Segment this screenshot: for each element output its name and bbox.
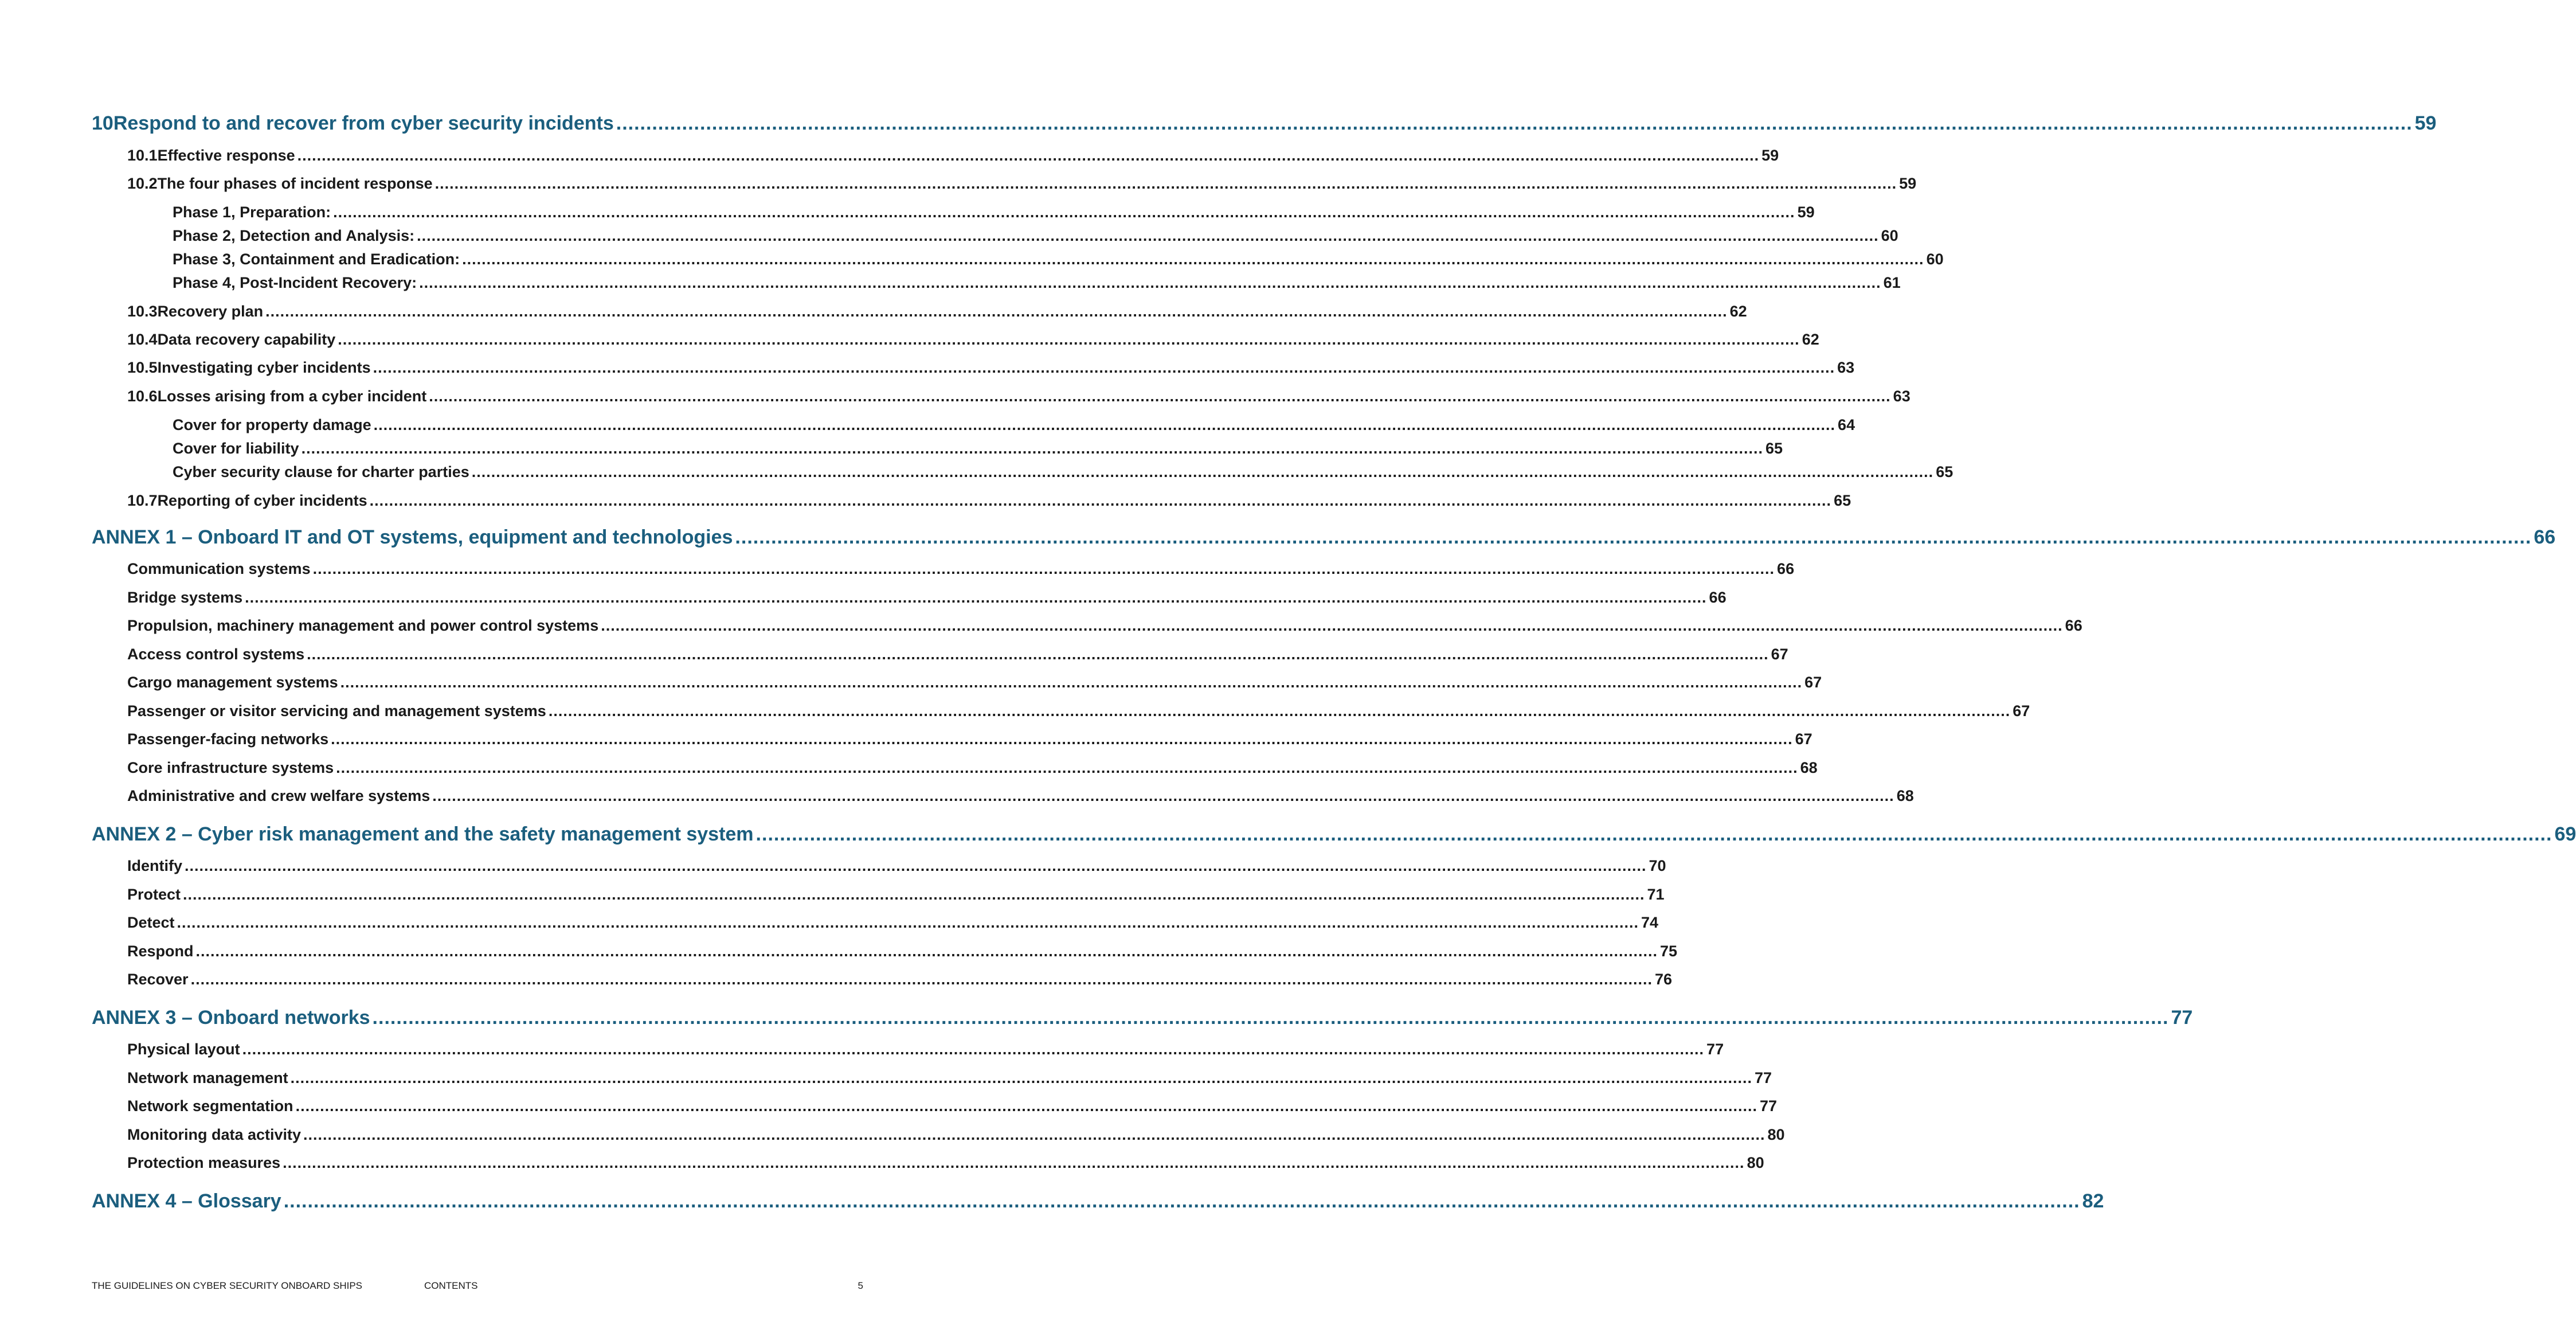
toc-dot-leader: ............................................................................................................................................................................................................................................................................................................ [755,823,2552,845]
toc-entry-title: Protect [127,886,181,903]
toc-dot-leader: ............................................................................................................................................................................................................................................................................................................ [434,175,1897,192]
toc-dot-leader: ............................................................................................................................................................................................................................................................................................................ [373,416,1836,433]
toc-heading-entry[interactable] [92,823,2576,846]
toc-dot-leader: ............................................................................................................................................................................................................................................................................................................ [303,1126,1765,1143]
toc-entry-page: 71 [1647,886,1665,903]
toc-entry-page: 65 [1765,440,1783,457]
toc-entry[interactable] [173,227,1898,245]
toc-entry[interactable] [127,303,1747,320]
toc-dot-leader: ............................................................................................................................................................................................................................................................................................................ [419,274,1881,291]
footer-section-name: CONTENTS [424,1280,478,1291]
toc-dot-leader: ............................................................................................................................................................................................................................................................................................................ [307,646,1769,663]
toc-entry-title: Core infrastructure systems [127,759,334,776]
toc-dot-leader: ............................................................................................................................................................................................................................................................................................................ [340,674,1803,691]
toc-dot-leader: ............................................................................................................................................................................................................................................................................................................ [331,730,1793,748]
toc-entry[interactable] [127,857,1666,875]
toc-entry-page: 63 [1837,359,1855,376]
toc-entry-page: 60 [1881,227,1898,244]
toc-entry-page: 66 [1777,560,1795,577]
toc-entry-page: 66 [2534,526,2556,548]
toc-entry-title: Reporting of cyber incidents [157,492,367,509]
toc-entry-number: 10.5 [127,359,158,376]
toc-entry-title: Communication systems [127,560,311,577]
toc-entry-title: ANNEX 1 – Onboard IT and OT systems, equipment and technologies [92,526,733,548]
toc-entry-title: Physical layout [127,1041,240,1058]
toc-entry-page: 66 [1709,589,1727,606]
toc-entry[interactable] [173,251,1944,268]
toc-entry-title: Losses arising from a cyber incident [157,388,427,405]
toc-entry[interactable] [173,463,1953,481]
toc-entry[interactable] [127,943,1678,960]
toc-entry[interactable] [173,416,1855,434]
toc-entry-number: 10.6 [127,388,158,405]
toc-entry-title: Passenger-facing networks [127,730,329,748]
toc-dot-leader: ............................................................................................................................................................................................................................................................................................................ [312,560,1775,577]
toc-dot-leader: ............................................................................................................................................................................................................................................................................................................ [297,147,1760,164]
toc-dot-leader: ............................................................................................................................................................................................................................................................................................................ [471,463,1934,480]
toc-dot-leader: ............................................................................................................................................................................................................................................................................................................ [417,227,1879,244]
toc-dot-leader: ............................................................................................................................................................................................................................................................................................................ [245,589,1707,606]
toc-entry-page: 75 [1659,943,1678,960]
toc-entry-title: Data recovery capability [157,331,336,348]
toc-entry[interactable] [127,971,1673,988]
toc-entry[interactable] [127,1041,1724,1058]
page-footer [92,1280,863,1292]
toc-entry-title: Cover for liability [173,440,299,457]
toc-entry-page: 67 [2013,702,2030,720]
toc-entry-page: 67 [1795,730,1812,748]
toc-entry[interactable] [127,492,1851,510]
toc-entry-page: 62 [1802,331,1819,348]
toc-entry-number: 10.3 [127,303,158,320]
toc-entry-page: 68 [1896,787,1914,804]
toc-entry[interactable] [127,589,1727,607]
toc-entry-page: 59 [1761,147,1779,164]
toc-entry[interactable] [127,1126,1785,1144]
toc-heading-entry[interactable] [92,526,2556,549]
toc-entry-title: Propulsion, machinery management and power control systems [127,617,599,634]
toc-entry-page: 61 [1883,274,1901,291]
toc-dot-leader: ............................................................................................................................................................................................................................................................................................................ [735,526,2532,548]
toc-entry[interactable] [127,388,1911,405]
toc-dot-leader: ............................................................................................................................................................................................................................................................................................................ [373,359,1835,376]
toc-entry-title: Bridge systems [127,589,243,606]
toc-entry-title: Network management [127,1069,288,1086]
toc-entry-title: Monitoring data activity [127,1126,302,1143]
toc-entry-title: Phase 2, Detection and Analysis: [173,227,415,244]
toc-dot-leader: ............................................................................................................................................................................................................................................................................................................ [372,1007,2169,1029]
toc-entry-page: 64 [1838,416,1855,433]
toc-entry[interactable] [127,617,2082,635]
toc-heading-entry[interactable] [92,112,2437,135]
toc-entry-title: Phase 3, Containment and Eradication: [173,251,460,268]
toc-entry-title: Network segmentation [127,1097,293,1115]
toc-entry-page: 82 [2082,1190,2104,1212]
toc-entry-page: 59 [1797,204,1815,221]
toc-dot-leader: ............................................................................................................................................................................................................................................................................................................ [183,886,1645,903]
toc-entry-title: Effective response [157,147,295,164]
toc-entry-title: Recover [127,971,189,988]
toc-entry-page: 66 [2065,617,2082,634]
toc-entry-title: ANNEX 2 – Cyber risk management and the safety management system [92,823,754,845]
toc-dot-leader: ............................................................................................................................................................................................................................................................................................................ [242,1041,1705,1058]
toc-entry-title: Respond to and recover from cyber security incidents [113,112,614,134]
toc-dot-leader: ............................................................................................................................................................................................................................................................................................................ [369,492,1832,509]
toc-dot-leader: ............................................................................................................................................................................................................................................................................................................ [185,857,1647,874]
toc-entry-page: 76 [1655,971,1673,988]
toc-heading-entry[interactable] [92,1007,2193,1029]
toc-entry-page: 63 [1893,388,1911,405]
toc-dot-leader: ............................................................................................................................................................................................................................................................................................................ [295,1097,1758,1115]
toc-entry-number: 10 [92,112,113,134]
toc-entry-title: Detect [127,914,175,931]
toc-entry[interactable] [127,730,1812,748]
toc-entry[interactable] [127,886,1665,904]
toc-entry-title: Administrative and crew welfare systems [127,787,430,804]
toc-dot-leader: ............................................................................................................................................................................................................................................................................................................ [616,112,2413,134]
toc-entry-title: Phase 1, Preparation: [173,204,331,221]
footer-page-number: 5 [858,1280,863,1291]
toc-entry-title: Recovery plan [157,303,264,320]
toc-entry[interactable] [127,787,1914,805]
toc-entry-title: Cargo management systems [127,674,338,691]
toc-entry-page: 68 [1800,759,1818,776]
toc-entry[interactable] [127,674,1822,691]
toc-entry-page: 67 [1804,674,1822,691]
toc-entry[interactable] [127,560,1795,578]
toc-entry-title: Phase 4, Post-Incident Recovery: [173,274,417,291]
toc-entry-page: 69 [2554,823,2576,845]
toc-dot-leader: ............................................................................................................................................................................................................................................................................................................ [429,388,1891,405]
toc-entry-page: 60 [1926,251,1944,268]
toc-entry-page: 80 [1747,1154,1764,1171]
toc-dot-leader: ............................................................................................................................................................................................................................................................................................................ [333,204,1795,221]
toc-entry[interactable] [127,646,1788,663]
toc-entry-page: 62 [1729,303,1747,320]
toc-entry-title: ANNEX 4 – Glossary [92,1190,281,1212]
toc-entry[interactable] [173,204,1815,221]
toc-entry-title: Identify [127,857,183,874]
toc-entry[interactable] [173,274,1901,292]
toc-entry-page: 67 [1771,646,1788,663]
toc-entry-number: 10.4 [127,331,158,348]
toc-dot-leader: ............................................................................................................................................................................................................................................................................................................ [195,943,1658,960]
toc-dot-leader: ............................................................................................................................................................................................................................................................................................................ [432,787,1894,804]
toc-dot-leader: ............................................................................................................................................................................................................................................................................................................ [283,1190,2080,1212]
toc-entry-title: Access control systems [127,646,305,663]
toc-entry[interactable] [127,331,1819,349]
toc-entry-page: 65 [1936,463,1953,480]
toc-entry-number: 10.7 [127,492,158,509]
toc-dot-leader: ............................................................................................................................................................................................................................................................................................................ [177,914,1639,931]
toc-dot-leader: ............................................................................................................................................................................................................................................................................................................ [290,1069,1753,1086]
toc-dot-leader: ............................................................................................................................................................................................................................................................................................................ [462,251,1924,268]
toc-entry[interactable] [127,1097,1778,1115]
toc-entry-title: Cover for property damage [173,416,371,433]
toc-dot-leader: ............................................................................................................................................................................................................................................................................................................ [283,1154,1745,1171]
toc-entry-page: 77 [1706,1041,1724,1058]
toc-entry-page: 74 [1641,914,1659,931]
toc-entry-title: Passenger or visitor servicing and management systems [127,702,546,720]
toc-entry[interactable] [127,759,1818,777]
toc-dot-leader: ............................................................................................................................................................................................................................................................................................................ [336,759,1798,776]
toc-entry-page: 77 [2171,1007,2193,1029]
toc-entry-title: ANNEX 3 – Onboard networks [92,1007,370,1029]
toc-entry[interactable] [127,1154,1764,1172]
toc-dot-leader: ............................................................................................................................................................................................................................................................................................................ [265,303,1728,320]
toc-dot-leader: ............................................................................................................................................................................................................................................................................................................ [548,702,2011,720]
toc-entry-title: Cyber security clause for charter parties [173,463,469,480]
toc-entry[interactable] [127,175,1917,193]
toc-entry-number: 10.2 [127,175,158,192]
toc-dot-leader: ............................................................................................................................................................................................................................................................................................................ [601,617,2063,634]
footer-document-title: THE GUIDELINES ON CYBER SECURITY ONBOARD SHIPS [92,1280,362,1291]
toc-entry[interactable] [127,359,1855,377]
toc-entry[interactable] [127,147,1779,165]
toc-dot-leader: ............................................................................................................................................................................................................................................................................................................ [301,440,1764,457]
toc-entry-title: Investigating cyber incidents [157,359,371,376]
toc-entry[interactable] [127,702,2030,720]
toc-dot-leader: ............................................................................................................................................................................................................................................................................................................ [190,971,1653,988]
toc-entry-page: 70 [1649,857,1666,874]
toc-entry-page: 80 [1767,1126,1785,1143]
toc-heading-entry[interactable] [92,1190,2104,1213]
toc-entry-title: The four phases of incident response [157,175,433,192]
toc-entry-page: 59 [2414,112,2437,134]
toc-entry-title: Protection measures [127,1154,281,1171]
toc-entry-page: 77 [1760,1097,1778,1115]
toc-entry-page: 65 [1834,492,1851,509]
toc-dot-leader: ............................................................................................................................................................................................................................................................................................................ [338,331,1800,348]
toc-entry-page: 59 [1899,175,1917,192]
toc-entry[interactable] [127,1069,1772,1087]
toc-entry-title: Respond [127,943,194,960]
toc-entry[interactable] [127,914,1659,932]
toc-entry[interactable] [173,440,1783,458]
toc-entry-number: 10.1 [127,147,158,164]
toc-entry-page: 77 [1755,1069,1772,1086]
